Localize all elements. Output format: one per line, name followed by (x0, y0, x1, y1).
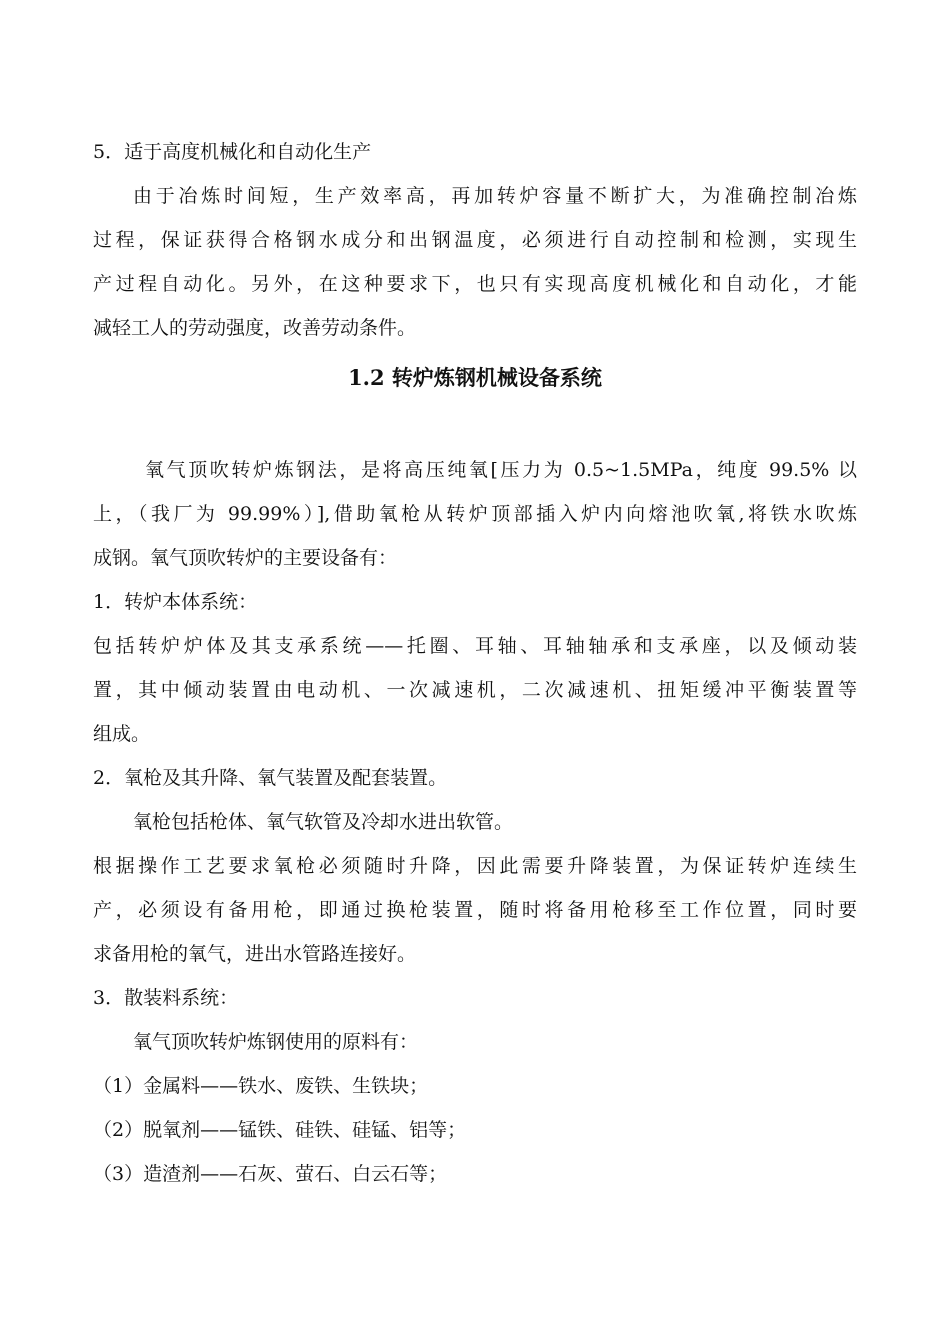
intro-paragraph-line: 成钢。氧气顶吹转炉的主要设备有： (93, 547, 398, 569)
intro-paragraph-line: 氧气顶吹转炉炼钢法，是将高压纯氧[压力为 0.5~1.5MPa，纯度 99.5% 以 (145, 459, 857, 481)
item-3-title: 3．散装料系统： (93, 987, 239, 1009)
section-5-paragraph-line: 产过程自动化。另外，在这种要求下，也只有实现高度机械化和自动化，才能 (93, 273, 857, 295)
item-1-line: 组成。 (93, 723, 151, 745)
section-5-paragraph-line: 过程，保证获得合格钢水成分和出钢温度，必须进行自动控制和检测，实现生 (93, 229, 857, 251)
section-heading: 1.2 转炉炼钢机械设备系统 (348, 365, 602, 390)
item-1-title: 1．转炉本体系统： (93, 591, 258, 613)
item-2-line: 根据操作工艺要求氧枪必须随时升降，因此需要升降装置，为保证转炉连续生 (93, 855, 857, 877)
intro-paragraph-line: 上，（我厂为 99.99%）],借助氧枪从转炉顶部插入炉内向熔池吹氧,将铁水吹炼 (93, 503, 857, 525)
item-2-line: 求备用枪的氧气，进出水管路连接好。 (93, 943, 417, 965)
item-3-sub: 氧气顶吹转炉炼钢使用的原料有： (133, 1031, 419, 1053)
section-5-paragraph-line: 由于冶炼时间短，生产效率高，再加转炉容量不断扩大，为准确控制冶炼 (133, 185, 857, 207)
item-3-list-item: （1）金属料——铁水、废铁、生铁块； (93, 1075, 429, 1097)
section-5-title: 5．适于高度机械化和自动化生产 (93, 141, 372, 163)
item-2-sub: 氧枪包括枪体、氧气软管及冷却水进出软管。 (133, 811, 514, 833)
document-page (93, 130, 857, 1196)
item-2-line: 产，必须设有备用枪，即通过换枪装置，随时将备用枪移至工作位置，同时要 (93, 899, 857, 921)
item-2-title: 2．氧枪及其升降、氧气装置及配套装置。 (93, 767, 448, 789)
item-3-list-item: （3）造渣剂——石灰、萤石、白云石等； (93, 1163, 448, 1185)
item-1-line: 包括转炉炉体及其支承系统——托圈、耳轴、耳轴轴承和支承座，以及倾动装 (93, 635, 857, 657)
item-3-list-item: （2）脱氧剂——锰铁、硅铁、硅锰、铝等； (93, 1119, 467, 1141)
spacer (93, 400, 857, 448)
section-5-paragraph-line: 减轻工人的劳动强度，改善劳动条件。 (93, 317, 417, 339)
item-1-line: 置，其中倾动装置由电动机、一次减速机，二次减速机、扭矩缓冲平衡装置等 (93, 679, 857, 701)
